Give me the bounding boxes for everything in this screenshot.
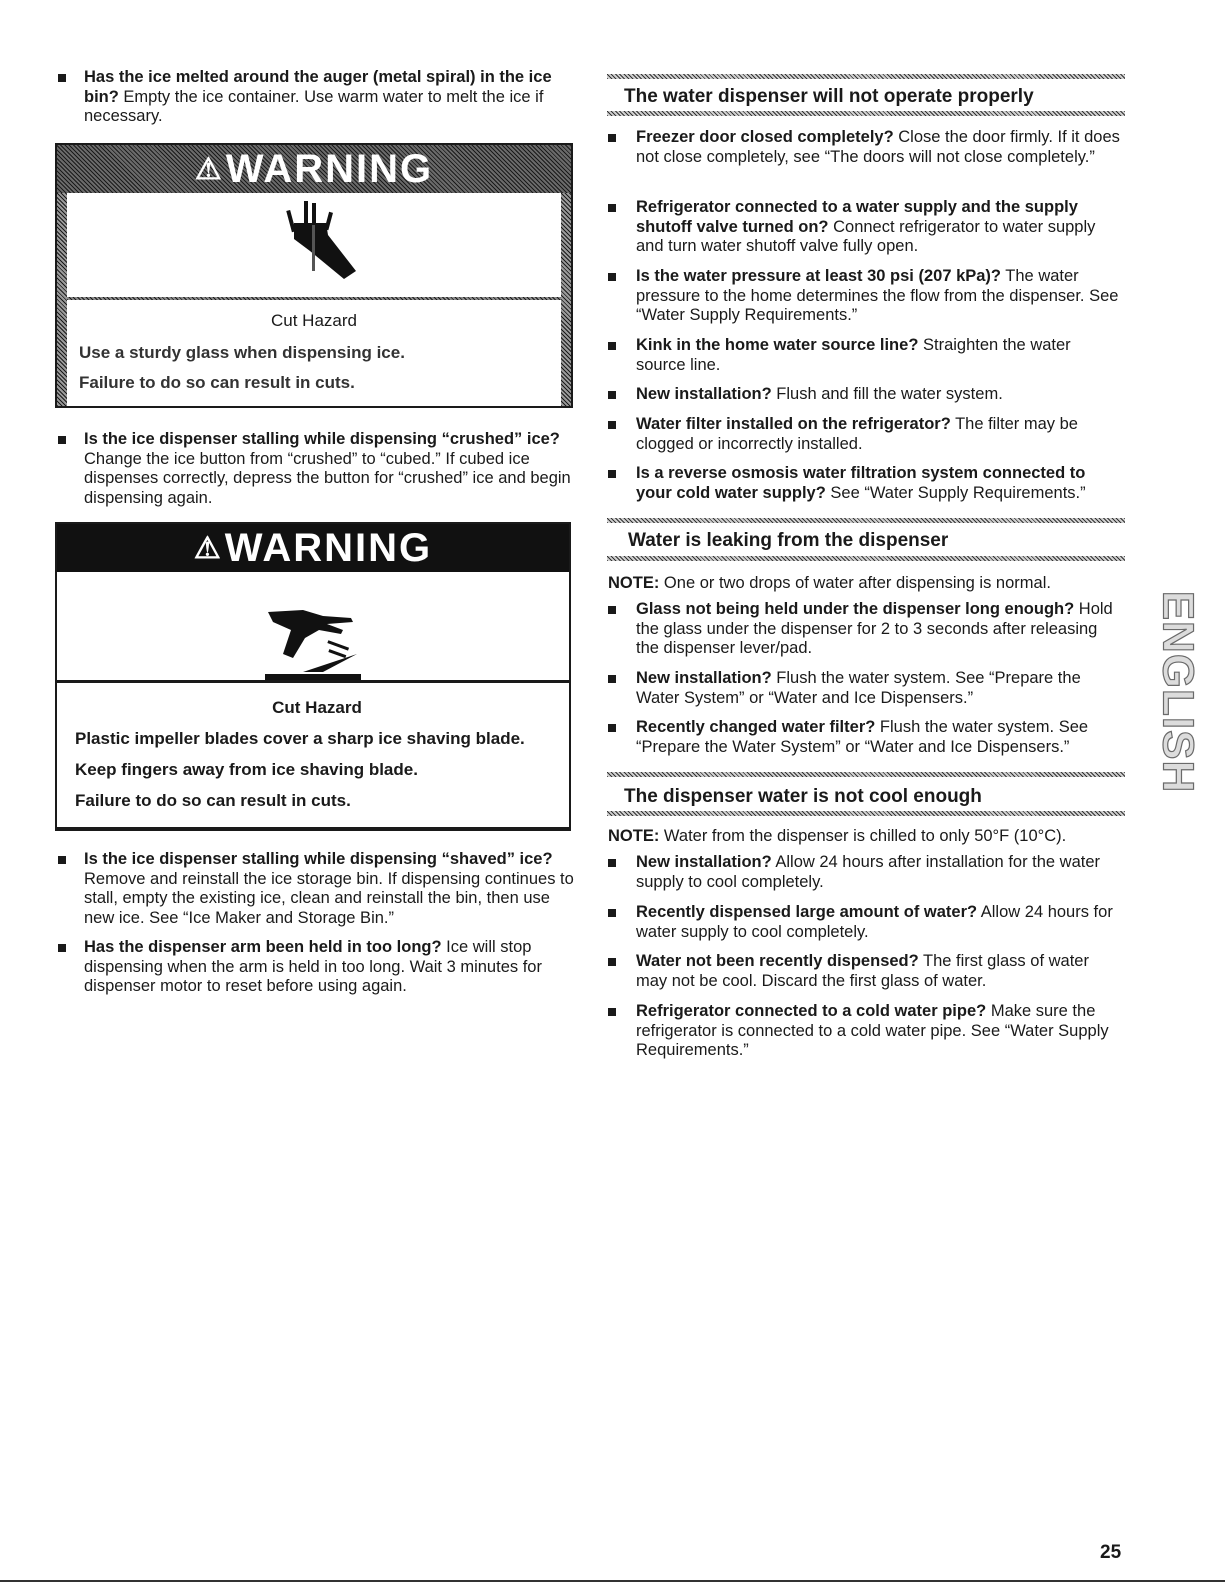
warning-line: Failure to do so can result in cuts.	[79, 373, 355, 392]
section-title: Water is leaking from the dispenser	[628, 530, 949, 551]
warning-line: Use a sturdy glass when dispensing ice.	[79, 343, 405, 362]
page-number: 25	[1100, 1542, 1122, 1563]
note-text: NOTE: Water from the dispenser is chilled to only 50°F (10°C).	[608, 827, 1067, 845]
page-bottom-rule	[0, 1580, 1225, 1582]
language-side-tab: ENGLISH	[1153, 590, 1203, 794]
warning-box-glass	[55, 143, 573, 408]
warning-header: ⚠ WARNING	[57, 524, 569, 572]
warning-box-blade	[55, 522, 571, 831]
bullet-square	[58, 74, 66, 82]
hand-cut-icon	[67, 193, 561, 297]
hazard-label: Cut Hazard	[272, 698, 362, 717]
section-title: The water dispenser will not operate properly	[624, 86, 1034, 107]
warning-line: Plastic impeller blades cover a sharp ice shaving blade.	[75, 729, 525, 748]
warning-line: Failure to do so can result in cuts.	[75, 791, 351, 810]
hazard-label: Cut Hazard	[271, 311, 357, 330]
hand-blade-icon	[57, 572, 569, 680]
note-text: NOTE: One or two drops of water after dispensing is normal.	[608, 574, 1051, 592]
warning-line: Keep fingers away from ice shaving blade.	[75, 760, 418, 779]
warning-header: ⚠ WARNING	[57, 145, 571, 193]
warning-triangle-icon: ⚠	[193, 531, 223, 565]
warning-triangle-icon: ⚠	[194, 152, 224, 186]
section-title: The dispenser water is not cool enough	[624, 786, 982, 807]
